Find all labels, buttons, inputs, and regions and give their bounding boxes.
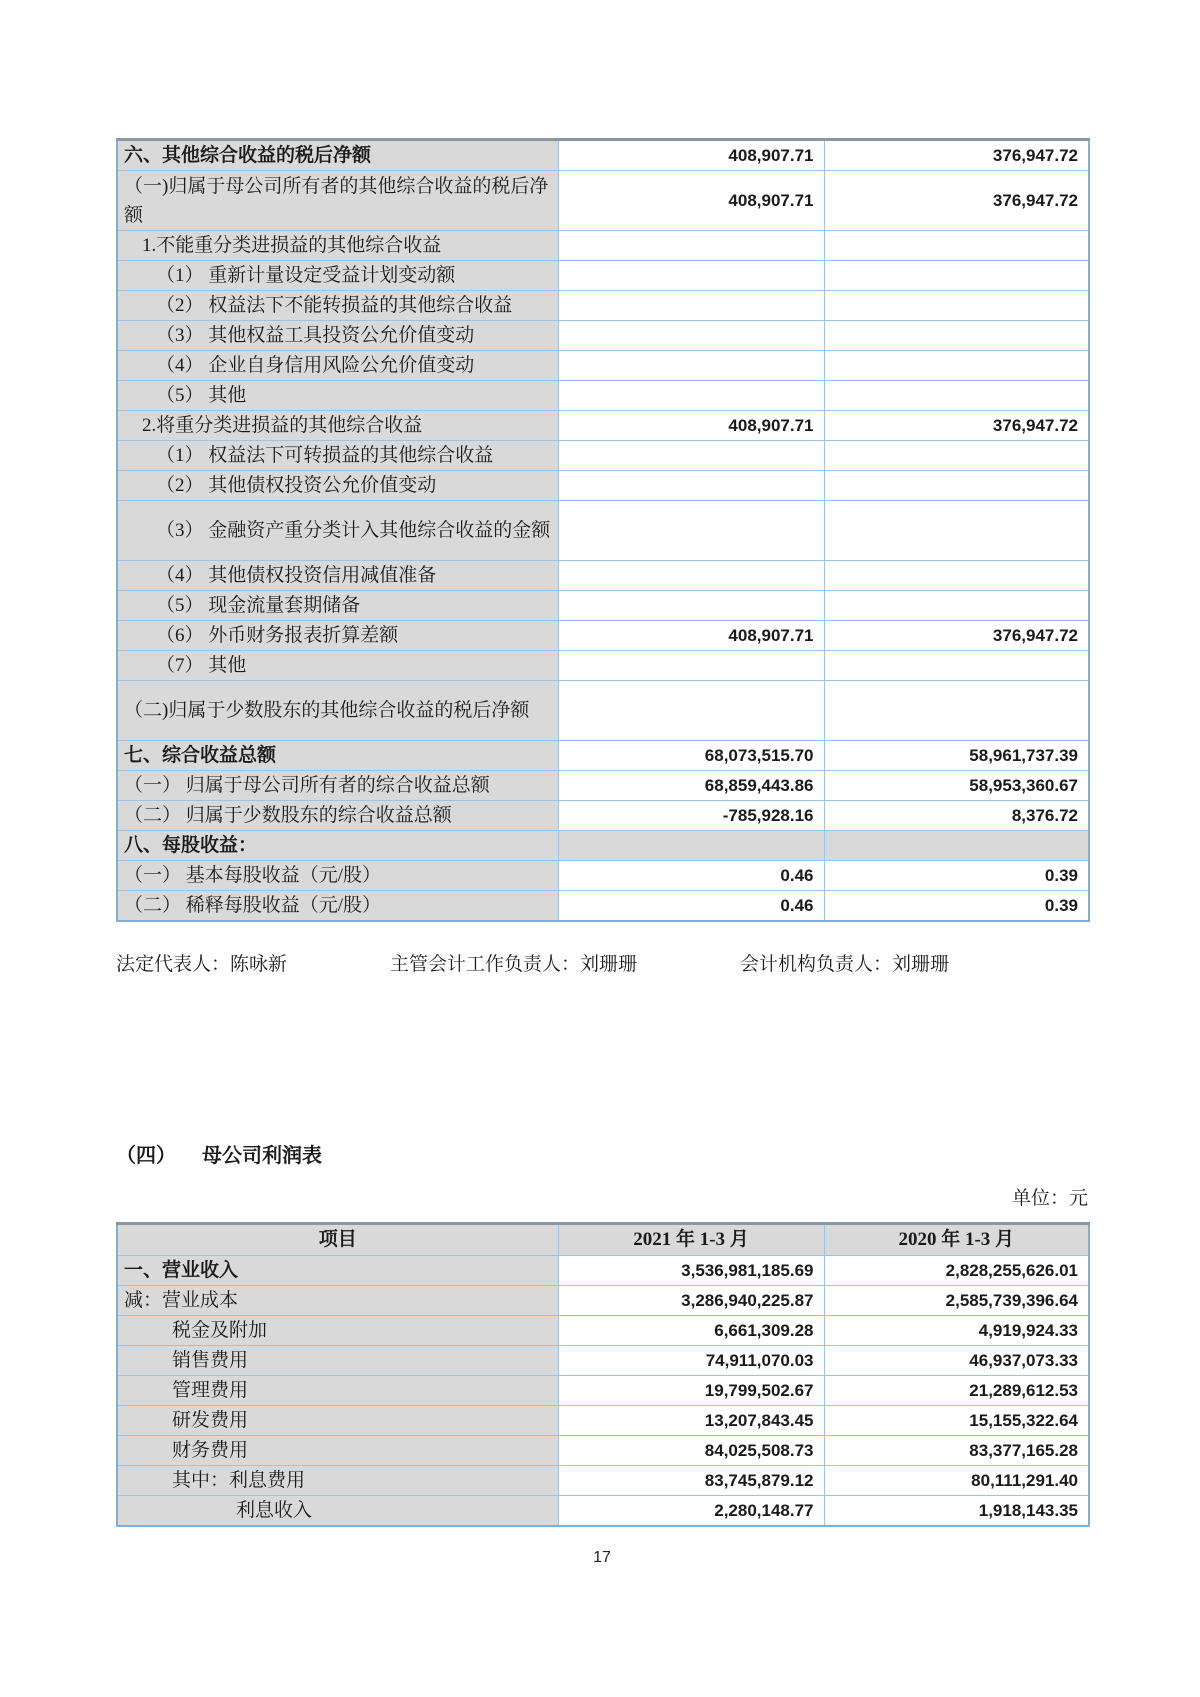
- value-2020-cell: [824, 291, 1089, 321]
- item-label-cell: 财务费用: [117, 1436, 558, 1466]
- table-row: [117, 471, 1089, 501]
- value-2020-cell: [824, 261, 1089, 291]
- table-row: [117, 771, 1089, 801]
- table-row: [117, 891, 1089, 922]
- value-2021-cell: [558, 471, 824, 501]
- value-2021-cell: [558, 561, 824, 591]
- table-row: [117, 1436, 1089, 1466]
- value-2020-cell: [824, 501, 1089, 561]
- table-row: [117, 231, 1089, 261]
- value-2020-cell: 0.39: [824, 861, 1089, 891]
- table-row: [117, 831, 1089, 861]
- table-row: [117, 171, 1089, 231]
- value-2020-cell: 1,918,143.35: [824, 1496, 1089, 1527]
- value-2021-cell: 13,207,843.45: [558, 1406, 824, 1436]
- value-2021-cell: 3,286,940,225.87: [558, 1286, 824, 1316]
- item-label-cell: （1） 权益法下可转损益的其他综合收益: [117, 441, 558, 471]
- item-label-cell: 1.不能重分类进损益的其他综合收益: [117, 231, 558, 261]
- table-row: [117, 351, 1089, 381]
- item-label-cell: （一） 归属于母公司所有者的综合收益总额: [117, 771, 558, 801]
- item-label-cell: （二)归属于少数股东的其他综合收益的税后净额: [117, 681, 558, 741]
- column-header-2021: 2021 年 1-3 月: [558, 1224, 824, 1256]
- item-label-cell: 利息收入: [117, 1496, 558, 1527]
- value-2021-cell: 408,907.71: [558, 171, 824, 231]
- table-row: [117, 741, 1089, 771]
- table-row: [117, 621, 1089, 651]
- item-label-cell: 税金及附加: [117, 1316, 558, 1346]
- value-2021-cell: [558, 591, 824, 621]
- item-label-cell: 七、综合收益总额: [117, 741, 558, 771]
- table-row: [117, 1466, 1089, 1496]
- value-2020-cell: 376,947.72: [824, 140, 1089, 171]
- value-2020-cell: [824, 321, 1089, 351]
- value-2020-cell: 0.39: [824, 891, 1089, 922]
- value-2020-cell: [824, 591, 1089, 621]
- value-2021-cell: [558, 501, 824, 561]
- table-row: [117, 441, 1089, 471]
- value-2020-cell: [824, 561, 1089, 591]
- item-label-cell: （4） 企业自身信用风险公允价值变动: [117, 351, 558, 381]
- value-2020-cell: [824, 381, 1089, 411]
- table-row: [117, 801, 1089, 831]
- value-2020-cell: [824, 651, 1089, 681]
- item-label-cell: 其中：利息费用: [117, 1466, 558, 1496]
- item-label-cell: （5） 现金流量套期储备: [117, 591, 558, 621]
- value-2020-cell: 58,953,360.67: [824, 771, 1089, 801]
- value-2021-cell: 3,536,981,185.69: [558, 1256, 824, 1286]
- item-label-cell: 销售费用: [117, 1346, 558, 1376]
- value-2020-cell: 4,919,924.33: [824, 1316, 1089, 1346]
- value-2021-cell: 68,073,515.70: [558, 741, 824, 771]
- value-2021-cell: 0.46: [558, 891, 824, 922]
- value-2021-cell: 408,907.71: [558, 140, 824, 171]
- value-2020-cell: 2,828,255,626.01: [824, 1256, 1089, 1286]
- table-row: [117, 411, 1089, 441]
- item-label-cell: （5） 其他: [117, 381, 558, 411]
- table-row: [117, 1346, 1089, 1376]
- value-2020-cell: [824, 351, 1089, 381]
- chief-accounting-officer-label: 主管会计工作负责人：刘珊珊: [390, 954, 638, 975]
- column-header-item: 项目: [117, 1224, 558, 1256]
- table-row: [117, 321, 1089, 351]
- value-2021-cell: 83,745,879.12: [558, 1466, 824, 1496]
- item-label-cell: （2） 其他债权投资公允价值变动: [117, 471, 558, 501]
- parent-company-income-statement-table: [116, 1222, 1090, 1527]
- signature-line: [116, 952, 1088, 978]
- section-number: （四）: [116, 1145, 176, 1167]
- value-2021-cell: [558, 351, 824, 381]
- item-label-cell: 八、每股收益：: [117, 831, 558, 861]
- value-2021-cell: 68,859,443.86: [558, 771, 824, 801]
- value-2021-cell: 74,911,070.03: [558, 1346, 824, 1376]
- table-header-row: [117, 1224, 1089, 1256]
- page-content: [116, 0, 1088, 1567]
- item-label-cell: 管理费用: [117, 1376, 558, 1406]
- value-2021-cell: [558, 261, 824, 291]
- value-2020-cell: 80,111,291.40: [824, 1466, 1089, 1496]
- value-2021-cell: [558, 681, 824, 741]
- value-2020-cell: 376,947.72: [824, 621, 1089, 651]
- table-row: [117, 1316, 1089, 1346]
- value-2020-cell: [824, 831, 1089, 861]
- value-2020-cell: [824, 441, 1089, 471]
- item-label-cell: （4） 其他债权投资信用减值准备: [117, 561, 558, 591]
- value-2021-cell: [558, 831, 824, 861]
- value-2020-cell: 58,961,737.39: [824, 741, 1089, 771]
- item-label-cell: 研发费用: [117, 1406, 558, 1436]
- comprehensive-income-table: [116, 138, 1090, 922]
- value-2020-cell: [824, 231, 1089, 261]
- unit-label: 单位：元: [1011, 1188, 1088, 1209]
- value-2021-cell: 84,025,508.73: [558, 1436, 824, 1466]
- table-row: [117, 261, 1089, 291]
- table-row: [117, 291, 1089, 321]
- item-label-cell: 一、营业收入: [117, 1256, 558, 1286]
- section-heading: [116, 1142, 1088, 1170]
- value-2020-cell: 83,377,165.28: [824, 1436, 1089, 1466]
- table-row: [117, 1496, 1089, 1527]
- column-header-2020: 2020 年 1-3 月: [824, 1224, 1089, 1256]
- value-2021-cell: 6,661,309.28: [558, 1316, 824, 1346]
- item-label-cell: 六、其他综合收益的税后净额: [117, 140, 558, 171]
- item-label-cell: （3） 其他权益工具投资公允价值变动: [117, 321, 558, 351]
- value-2021-cell: 2,280,148.77: [558, 1496, 824, 1527]
- item-label-cell: （一） 基本每股收益（元/股）: [117, 861, 558, 891]
- accounting-dept-head-label: 会计机构负责人：刘珊珊: [740, 954, 950, 975]
- legal-representative-label: 法定代表人：陈咏新: [116, 954, 288, 975]
- table-row: [117, 591, 1089, 621]
- item-label-cell: 减：营业成本: [117, 1286, 558, 1316]
- item-label-cell: （二） 归属于少数股东的综合收益总额: [117, 801, 558, 831]
- value-2020-cell: 376,947.72: [824, 411, 1089, 441]
- value-2020-cell: 15,155,322.64: [824, 1406, 1089, 1436]
- value-2020-cell: 8,376.72: [824, 801, 1089, 831]
- item-label-cell: （二） 稀释每股收益（元/股）: [117, 891, 558, 922]
- value-2021-cell: [558, 291, 824, 321]
- value-2020-cell: 376,947.72: [824, 171, 1089, 231]
- item-label-cell: 2.将重分类进损益的其他综合收益: [117, 411, 558, 441]
- section-title: 母公司利润表: [202, 1145, 322, 1167]
- value-2021-cell: [558, 381, 824, 411]
- value-2020-cell: 2,585,739,396.64: [824, 1286, 1089, 1316]
- value-2020-cell: 46,937,073.33: [824, 1346, 1089, 1376]
- table-row: [117, 561, 1089, 591]
- table-row: [117, 1406, 1089, 1436]
- value-2021-cell: [558, 321, 824, 351]
- item-label-cell: （6） 外币财务报表折算差额: [117, 621, 558, 651]
- value-2021-cell: -785,928.16: [558, 801, 824, 831]
- value-2021-cell: [558, 231, 824, 261]
- item-label-cell: （7） 其他: [117, 651, 558, 681]
- item-label-cell: （2） 权益法下不能转损益的其他综合收益: [117, 291, 558, 321]
- page-number: 17: [593, 1549, 611, 1566]
- table-row: [117, 140, 1089, 171]
- table-row: [117, 651, 1089, 681]
- value-2021-cell: [558, 441, 824, 471]
- table-row: [117, 381, 1089, 411]
- value-2020-cell: 21,289,612.53: [824, 1376, 1089, 1406]
- value-2021-cell: 408,907.71: [558, 621, 824, 651]
- table-row: [117, 1286, 1089, 1316]
- value-2020-cell: [824, 681, 1089, 741]
- item-label-cell: （1） 重新计量设定受益计划变动额: [117, 261, 558, 291]
- table-row: [117, 501, 1089, 561]
- item-label-cell: （一)归属于母公司所有者的其他综合收益的税后净额: [117, 171, 558, 231]
- item-label-cell: （3） 金融资产重分类计入其他综合收益的金额: [117, 501, 558, 561]
- table-row: [117, 1376, 1089, 1406]
- value-2021-cell: 19,799,502.67: [558, 1376, 824, 1406]
- table-row: [117, 1256, 1089, 1286]
- value-2021-cell: [558, 651, 824, 681]
- table-row: [117, 681, 1089, 741]
- value-2021-cell: 408,907.71: [558, 411, 824, 441]
- value-2020-cell: [824, 471, 1089, 501]
- table-row: [117, 861, 1089, 891]
- value-2021-cell: 0.46: [558, 861, 824, 891]
